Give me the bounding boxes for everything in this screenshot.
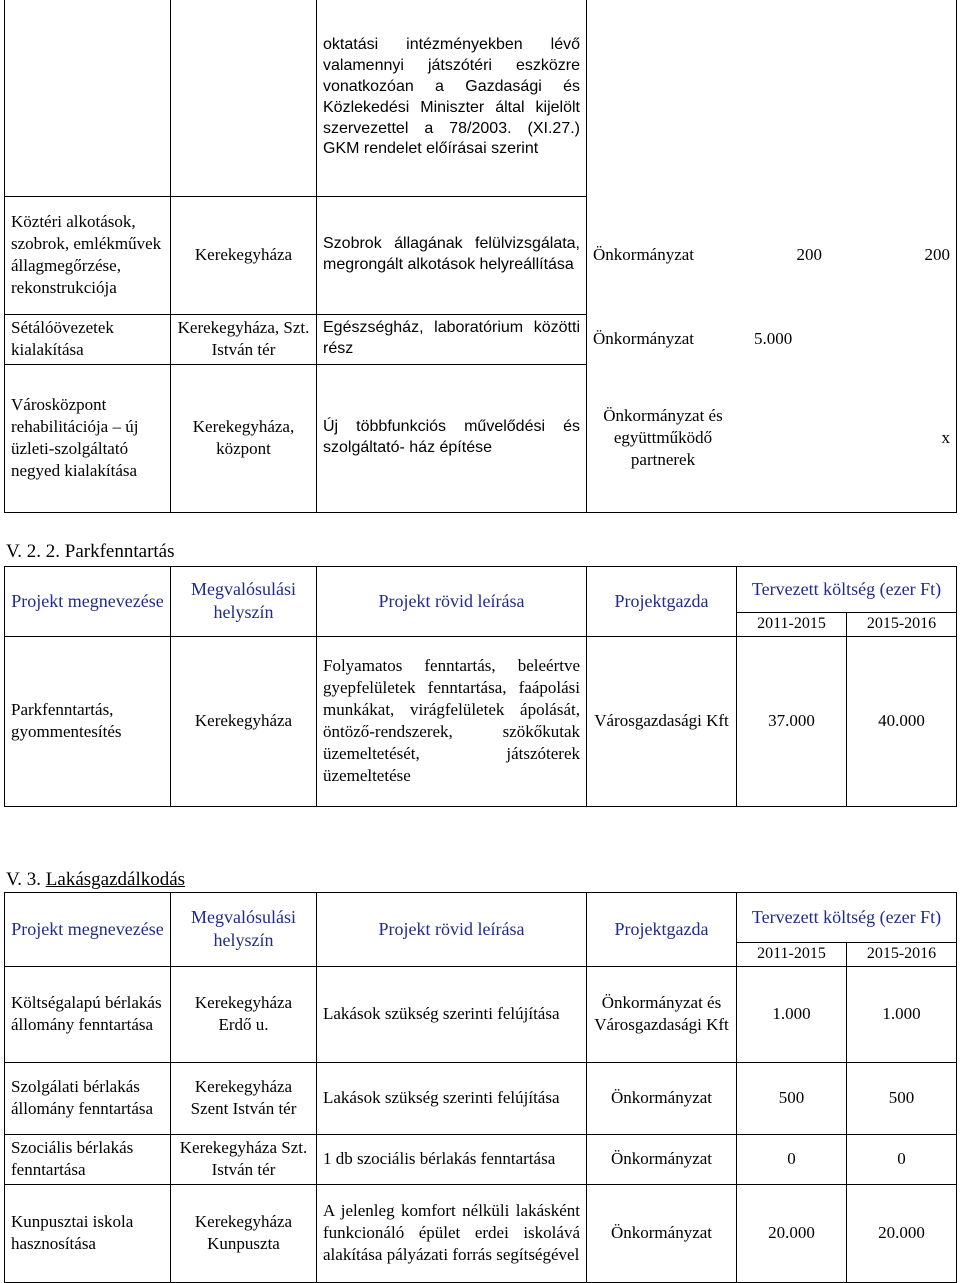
table-row bbox=[5, 314, 957, 364]
section-title bbox=[6, 868, 185, 893]
project-location bbox=[171, 0, 317, 196]
project-location: Kerekegyháza Szent István tér bbox=[171, 1062, 317, 1134]
project-name: Kunpusztai iskola hasznosítása bbox=[5, 1184, 171, 1282]
cost-2015-2016: 20.000 bbox=[847, 1184, 957, 1282]
project-name: Köztéri alkotások, szobrok, emlékművek állagmegőrzése, rekonstrukciója bbox=[5, 196, 171, 314]
project-name: Sétálóövezetek kialakítása bbox=[5, 314, 171, 364]
header-period-1: 2011-2015 bbox=[737, 943, 847, 967]
header-row bbox=[5, 567, 957, 613]
table-row bbox=[5, 1134, 957, 1184]
table-row bbox=[5, 636, 957, 806]
header-location: Megvalósulási helyszín bbox=[171, 567, 317, 637]
table-row bbox=[5, 0, 957, 196]
table-row bbox=[5, 1184, 957, 1282]
project-description: Lakások szükség szerinti felújítása bbox=[317, 1062, 587, 1134]
project-location: Kerekegyháza bbox=[171, 196, 317, 314]
header-sponsor: Projektgazda bbox=[587, 893, 737, 967]
project-location: Kerekegyháza Szt. István tér bbox=[171, 1134, 317, 1184]
project-description: Folyamatos fenntartás, beleértve gyepfelületek fenntartása, faápolási munkákat, virágfelületek ápolását, öntöző-rendszerek, szökőkutak üzemeltetését, játszóterek üzemeltetése bbox=[317, 636, 587, 806]
cost-2015-2016: 500 bbox=[847, 1062, 957, 1134]
table-continuation bbox=[4, 0, 957, 513]
project-sponsor: Önkormányzat bbox=[587, 1062, 737, 1134]
cost-2015-2016: 40.000 bbox=[847, 636, 957, 806]
cost-2011-2015: 37.000 bbox=[737, 636, 847, 806]
project-sponsor: Önkormányzat és együttműködő partnerek bbox=[603, 405, 723, 469]
project-sponsor: Önkormányzat bbox=[593, 328, 695, 348]
table-row bbox=[5, 966, 957, 1062]
project-description: Lakások szükség szerinti felújítása bbox=[317, 966, 587, 1062]
cost-2015-2016: 200 bbox=[924, 244, 950, 264]
header-name: Projekt megnevezése bbox=[5, 893, 171, 967]
header-period-2: 2015-2016 bbox=[847, 613, 957, 637]
project-description: Egészségház, laboratórium közötti rész bbox=[317, 314, 587, 364]
cost-2015-2016: 0 bbox=[847, 1134, 957, 1184]
project-description: A jelenleg komfort nélküli lakásként funkcionáló épület erdei iskolává alakítása pályázati forrás segítségével bbox=[317, 1184, 587, 1282]
project-name: Szociális bérlakás fenntartása bbox=[5, 1134, 171, 1184]
project-name: Parkfenntartás, gyommentesítés bbox=[5, 636, 171, 806]
project-name: Városközpont rehabilitációja – új üzleti-szolgáltató negyed kialakítása bbox=[5, 364, 171, 512]
project-sponsor: Városgazdasági Kft bbox=[587, 636, 737, 806]
parkfenntartas-table bbox=[4, 566, 957, 807]
sponsor-cost-cell bbox=[587, 196, 957, 314]
cost-2011-2015: 1.000 bbox=[737, 966, 847, 1062]
project-location: Kerekegyháza bbox=[171, 636, 317, 806]
project-description: Új többfunkciós művelődési és szolgáltató- ház építése bbox=[317, 364, 587, 512]
header-name: Projekt megnevezése bbox=[5, 567, 171, 637]
project-name bbox=[5, 0, 171, 196]
table-row bbox=[5, 196, 957, 314]
project-sponsor: Önkormányzat bbox=[593, 244, 695, 264]
section-number: V. 3. bbox=[6, 869, 46, 890]
header-row bbox=[5, 893, 957, 943]
table-row bbox=[5, 364, 957, 512]
project-name: Költségalapú bérlakás állomány fenntartása bbox=[5, 966, 171, 1062]
header-description: Projekt rövid leírása bbox=[317, 567, 587, 637]
sponsor-cost-cell bbox=[587, 314, 957, 364]
header-cost: Tervezett költség (ezer Ft) bbox=[737, 893, 957, 943]
header-sponsor: Projektgazda bbox=[587, 567, 737, 637]
header-period-1: 2011-2015 bbox=[737, 613, 847, 637]
project-description: oktatási intézményekben lévő valamennyi játszótéri eszközre vonatkozóan a Gazdasági és Közlekedési Miniszter által kijelölt szervezettel a 78/2003. (XI.27.) GKM rendelet előírásai szerint bbox=[317, 0, 587, 196]
project-location: Kerekegyháza, központ bbox=[171, 364, 317, 512]
cost-2011-2015: 500 bbox=[737, 1062, 847, 1134]
project-description: 1 db szociális bérlakás fenntartása bbox=[317, 1134, 587, 1184]
project-location: Kerekegyháza, Szt. István tér bbox=[171, 314, 317, 364]
lakasgazdalkodas-table bbox=[4, 892, 957, 1283]
header-location: Megvalósulási helyszín bbox=[171, 893, 317, 967]
project-location: Kerekegyháza Kunpuszta bbox=[171, 1184, 317, 1282]
section-name: Lakásgazdálkodás bbox=[45, 869, 186, 890]
header-description: Projekt rövid leírása bbox=[317, 893, 587, 967]
empty-cell bbox=[587, 0, 957, 196]
cost-2015-2016: 1.000 bbox=[847, 966, 957, 1062]
section-title: V. 2. 2. Parkfenntartás bbox=[6, 541, 175, 562]
header-cost: Tervezett költség (ezer Ft) bbox=[737, 567, 957, 613]
project-sponsor: Önkormányzat és Városgazdasági Kft bbox=[587, 966, 737, 1062]
project-sponsor: Önkormányzat bbox=[587, 1134, 737, 1184]
project-sponsor: Önkormányzat bbox=[587, 1184, 737, 1282]
header-period-2: 2015-2016 bbox=[847, 943, 957, 967]
cost-2015-2016: x bbox=[941, 427, 950, 447]
project-name: Szolgálati bérlakás állomány fenntartása bbox=[5, 1062, 171, 1134]
project-location: Kerekegyháza Erdő u. bbox=[171, 966, 317, 1062]
cost-2011-2015: 20.000 bbox=[737, 1184, 847, 1282]
cost-2011-2015: 200 bbox=[796, 244, 823, 264]
cost-2011-2015: 0 bbox=[737, 1134, 847, 1184]
project-description: Szobrok állagának felülvizsgálata, megrongált alkotások helyreállítása bbox=[317, 196, 587, 314]
cost-2011-2015: 5.000 bbox=[754, 328, 793, 348]
sponsor-cost-cell bbox=[587, 364, 957, 512]
table-row bbox=[5, 1062, 957, 1134]
